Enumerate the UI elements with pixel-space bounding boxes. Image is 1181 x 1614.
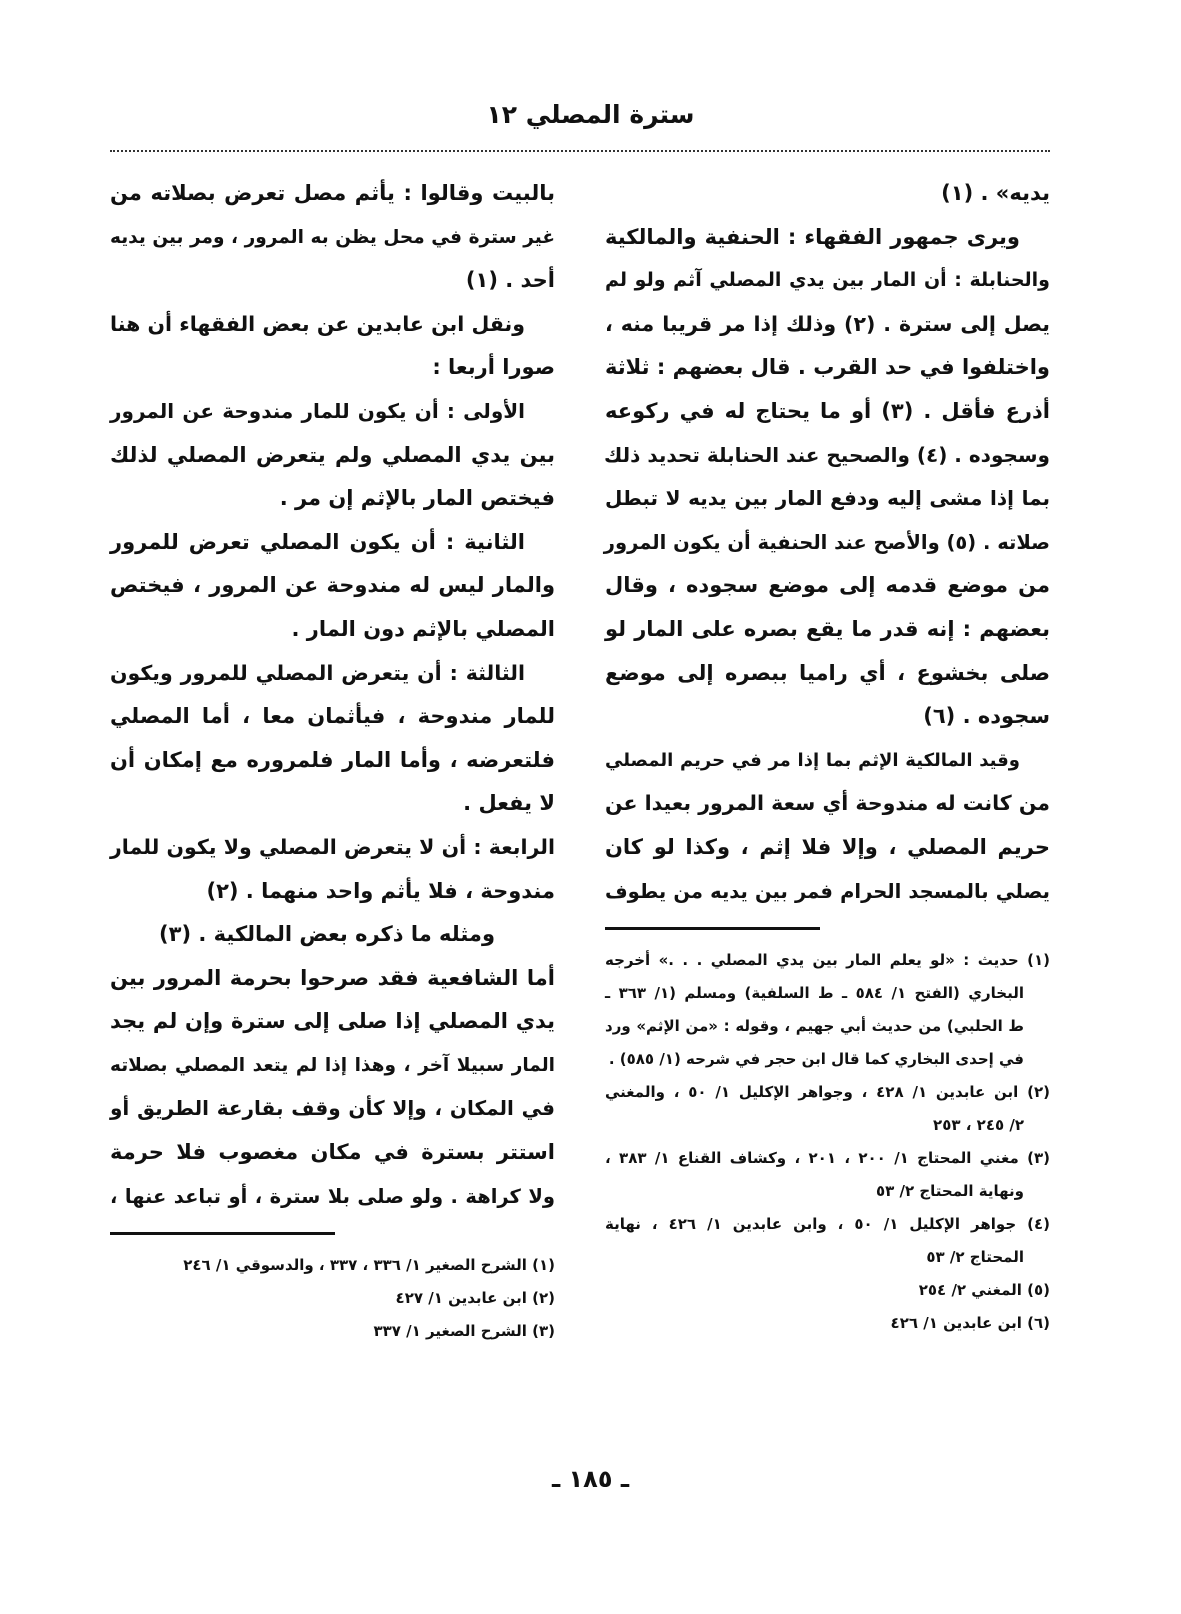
body-text-line: يديه» . (١): [941, 181, 1050, 205]
body-text-line: يصلي بالمسجد الحرام فمر بين يديه من يطوف: [605, 879, 1050, 903]
body-text-line: ويرى جمهور الفقهاء : الحنفية والمالكية: [605, 224, 1020, 249]
running-header: سترة المصلي ١٢: [486, 100, 695, 129]
left-text-column: [110, 172, 555, 1348]
body-text-line: غير سترة في محل يظن به المرور ، ومر بين يديه: [110, 226, 555, 248]
footnote-separator: [605, 927, 820, 930]
header-dotted-divider: [110, 150, 1050, 152]
body-text-line: أذرع فأقل . (٣) أو ما يحتاج له في ركوعه: [605, 398, 1050, 423]
body-text-line: والمار ليس له مندوحة عن المرور ، فيختص: [110, 573, 555, 598]
body-text-line: بالبيت وقالوا : يأثم مصل تعرض بصلاته من: [110, 181, 555, 205]
right-text-column: [605, 172, 1050, 1340]
footnote-line: المحتاج ٢/ ٥٣: [926, 1248, 1024, 1267]
footnote-line: (٤) جواهر الإكليل ١/ ٥٠ ، وابن عابدين ١/ ٤٢٦ ، نهاية: [605, 1215, 1051, 1234]
footnote-line: (١) الشرح الصغير ١/ ٣٣٦ ، ٣٣٧ ، والدسوقي ١/ ٢٤٦: [183, 1256, 555, 1275]
body-text-line: لا يفعل .: [463, 791, 555, 816]
body-text-line: بما إذا مشى إليه ودفع المار بين يديه لا تبطل: [605, 486, 1050, 511]
body-text-line: بعضهم : إنه قدر ما يقع بصره على المار لو: [605, 616, 1050, 641]
body-text-line: فيختص المار بالإثم إن مر .: [279, 486, 555, 511]
body-text-line: من كانت له مندوحة أي سعة المرور بعيدا عن: [605, 791, 1050, 816]
body-text-line: استتر بسترة في مكان مغصوب فلا حرمة: [110, 1140, 555, 1165]
footnote-line: (٣) مغني المحتاج ١/ ٢٠٠ ، ٢٠١ ، وكشاف القناع ١/ ٣٨٣ ،: [605, 1149, 1050, 1168]
footnote-separator: [110, 1232, 335, 1235]
body-text-line: سجوده . (٦): [923, 704, 1050, 729]
body-text-line: مندوحة ، فلا يأثم واحد منهما . (٢): [206, 878, 555, 903]
footnote-line: ط الحلبي) من حديث أبي جهيم ، وقوله : «من الإثم» ورد: [605, 1017, 1024, 1036]
body-text-line: الأولى : أن يكون للمار مندوحة عن المرور: [110, 398, 525, 423]
body-text-line: المار سبيلا آخر ، وهذا إذا لم يتعد المصلي بصلاته: [110, 1054, 555, 1076]
body-text-line: الرابعة : أن لا يتعرض المصلي ولا يكون للمار: [110, 834, 555, 859]
body-text-line: وسجوده . (٤) والصحيح عند الحنابلة تحديد ذلك: [603, 442, 1050, 467]
body-text-line: صلى بخشوع ، أي راميا ببصره إلى موضع: [605, 660, 1050, 685]
body-text-line: من موضع قدمه إلى موضع سجوده ، وقال: [605, 573, 1050, 598]
footnote-line: (٣) الشرح الصغير ١/ ٣٣٧: [373, 1322, 555, 1341]
body-text-line: في المكان ، وإلا كأن وقف بقارعة الطريق أو: [110, 1096, 555, 1121]
body-text-line: صورا أربعا :: [432, 355, 555, 380]
body-text-line: والحنابلة : أن المار بين يدي المصلي آثم ولو لم: [605, 269, 1050, 292]
body-text-line: صلاته . (٥) والأصح عند الحنفية أن يكون المرور: [603, 530, 1050, 554]
body-text-line: فلتعرضه ، وأما المار فلمروره مع إمكان أن: [110, 747, 555, 772]
body-text-line: يدي المصلي إذا صلى إلى سترة وإن لم يجد: [110, 1009, 555, 1034]
footnote-line: في إحدى البخاري كما قال ابن حجر في شرحه (١/ ٥٨٥) .: [608, 1050, 1024, 1069]
body-text-line: ونقل ابن عابدين عن بعض الفقهاء أن هنا: [110, 311, 525, 336]
body-text-line: يصل إلى سترة . (٢) وذلك إذا مر قريبا منه ،: [605, 311, 1050, 336]
body-text-line: أما الشافعية فقد صرحوا بحرمة المرور بين: [110, 965, 555, 990]
footnote-line: (٦) ابن عابدين ١/ ٤٢٦: [890, 1314, 1050, 1333]
body-text-line: المصلي بالإثم دون المار .: [291, 616, 555, 641]
body-text-line: واختلفوا في حد القرب . قال بعضهم : ثلاثة: [605, 355, 1050, 380]
body-text-line: بين يدي المصلي ولم يتعرض المصلي لذلك: [110, 442, 555, 467]
page-number: ـ ١٨٥ ـ: [551, 1465, 630, 1493]
footnote-line: (٥) المغني ٢/ ٢٥٤: [918, 1281, 1050, 1300]
footnote-line: ٢/ ٢٤٥ ، ٢٥٣: [933, 1116, 1024, 1135]
body-text-line: ومثله ما ذكره بعض المالكية . (٣): [159, 922, 495, 947]
footnote-line: (٢) ابن عابدين ١/ ٤٢٨ ، وجواهر الإكليل ١/ ٥٠ ، والمغني: [605, 1083, 1051, 1102]
footnote-line: (١) حديث : «لو يعلم المار بين يدي المصلي . . .» أخرجه: [605, 951, 1050, 970]
footnote-line: ونهاية المحتاج ٢/ ٥٣: [875, 1182, 1024, 1201]
body-text-line: ولا كراهة . ولو صلى بلا سترة ، أو تباعد عنها ،: [110, 1184, 555, 1208]
body-text-line: حريم المصلي ، وإلا فلا إثم ، وكذا لو كان: [605, 834, 1050, 859]
footnote-line: البخاري (الفتح ١/ ٥٨٤ ـ ط السلفية) ومسلم (١/ ٣٦٣ ـ: [605, 984, 1025, 1003]
footnote-line: (٢) ابن عابدين ١/ ٤٢٧: [395, 1289, 555, 1308]
body-text-line: أحد . (١): [465, 268, 555, 293]
body-text-line: للمار مندوحة ، فيأثمان معا ، أما المصلي: [110, 704, 555, 729]
body-text-line: الثانية : أن يكون المصلي تعرض للمرور: [110, 529, 525, 554]
body-text-line: وقيد المالكية الإثم بما إذا مر في حريم المصلي: [605, 749, 1020, 771]
body-text-line: الثالثة : أن يتعرض المصلي للمرور ويكون: [110, 660, 525, 685]
